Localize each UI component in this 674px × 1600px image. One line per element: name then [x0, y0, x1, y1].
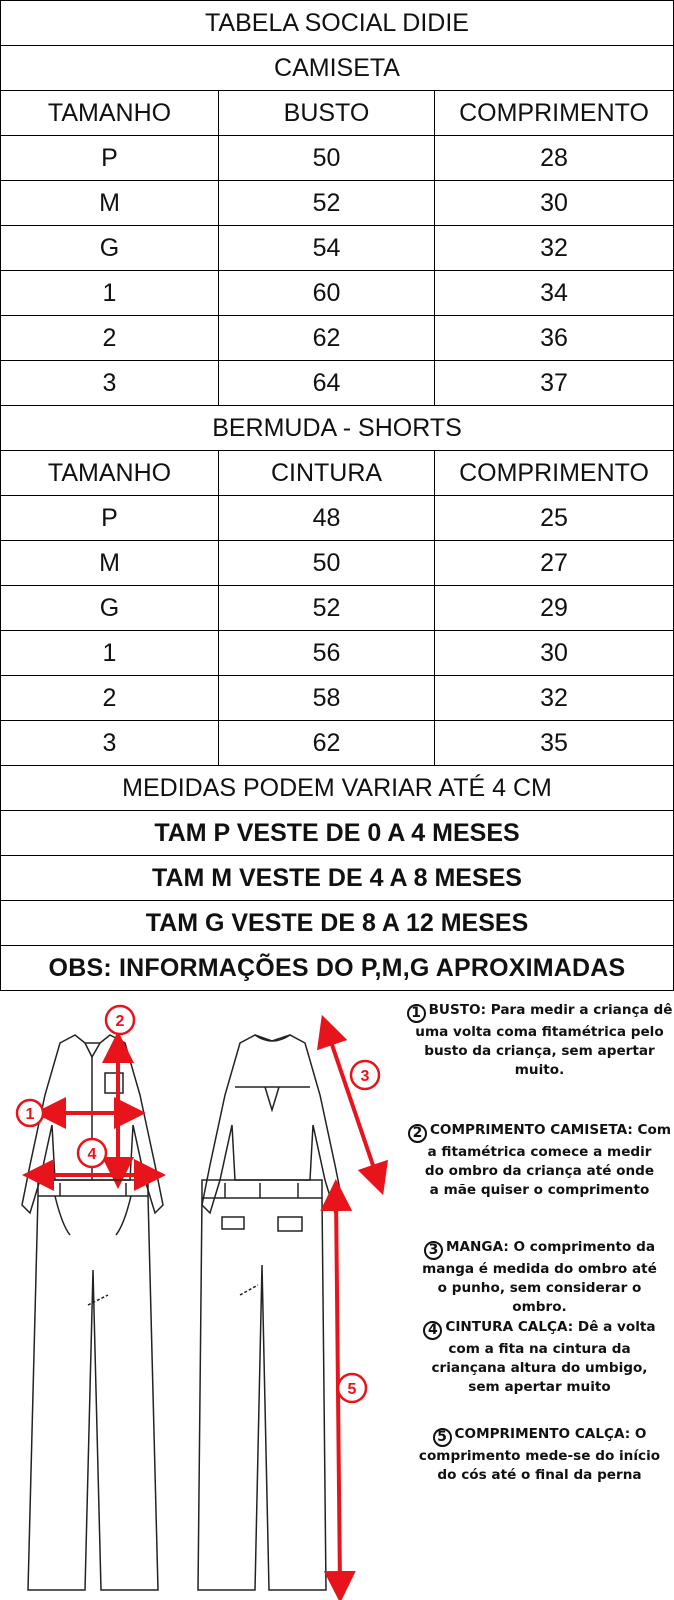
- camiseta-heading: CAMISETA: [274, 53, 400, 82]
- camiseta-heading-row: [0, 46, 674, 91]
- length-cell: 30: [434, 631, 673, 675]
- bermuda-heading: BERMUDA - SHORTS: [212, 413, 462, 442]
- note-line: do ombro da criança até onde: [424, 1163, 655, 1179]
- table-row: [0, 271, 674, 316]
- marker-1-label: 1: [25, 1106, 35, 1123]
- table-row: [0, 226, 674, 271]
- note-number: 4: [423, 1321, 442, 1340]
- column-header: COMPRIMENTO: [434, 451, 673, 495]
- waist-cell: 50: [218, 541, 434, 585]
- g-note-row: [0, 901, 674, 946]
- size-cell: 1: [102, 278, 117, 307]
- m-note-row: [0, 856, 674, 901]
- table-row: [0, 631, 674, 676]
- pants-front-illustration: [28, 1180, 158, 1590]
- pants-measure-arrows: [38, 1175, 340, 1587]
- note-line: COMPRIMENTO CAMISETA: Com: [429, 1122, 672, 1138]
- length-cell: 37: [434, 361, 673, 405]
- table-row: [0, 586, 674, 631]
- length-cell: 34: [434, 271, 673, 315]
- table-title-row: [0, 0, 674, 46]
- waist-cell: 48: [218, 496, 434, 540]
- length-cell: 27: [434, 541, 673, 585]
- marker-3-label: 3: [360, 1068, 370, 1085]
- note-busto: [405, 1001, 674, 1080]
- note-line: BUSTO: Para medir a criança dê: [428, 1002, 673, 1018]
- marker-5-label: 5: [347, 1381, 357, 1398]
- size-cell: 2: [102, 323, 117, 352]
- size-m-note: TAM M VESTE DE 4 A 8 MESES: [152, 863, 522, 892]
- length-cell: 35: [434, 721, 673, 765]
- note-line: sem apertar muito: [468, 1379, 611, 1395]
- obs-row: [0, 946, 674, 991]
- column-header: TAMANHO: [47, 458, 172, 487]
- note-line: CINTURA CALÇA: Dê a volta: [445, 1319, 656, 1335]
- length-cell: 29: [434, 586, 673, 630]
- length-cell: 32: [434, 226, 673, 270]
- size-cell: M: [99, 188, 120, 217]
- bust-cell: 64: [218, 361, 434, 405]
- size-cell: G: [99, 233, 120, 262]
- pants-back-illustration: [198, 1180, 326, 1590]
- note-line: ombro.: [512, 1299, 567, 1315]
- size-cell: P: [101, 503, 118, 532]
- marker-4-label: 4: [87, 1146, 97, 1163]
- marker-1: [17, 1100, 43, 1126]
- size-p-note: TAM P VESTE DE 0 A 4 MESES: [154, 818, 520, 847]
- note-line: a fitamétrica comece a medir: [427, 1144, 652, 1160]
- note-line: com a fita na cintura da: [448, 1341, 631, 1357]
- note-line: do cós até o final da perna: [437, 1467, 642, 1483]
- note-line: uma volta coma fitamétrica pelo: [415, 1024, 664, 1040]
- marker-4: [78, 1139, 106, 1167]
- column-header: TAMANHO: [47, 98, 172, 127]
- note-line: busto da criança, sem apertar: [424, 1043, 655, 1059]
- bermuda-header-row: [0, 451, 674, 496]
- note-number: 2: [408, 1124, 427, 1143]
- size-cell: G: [99, 593, 120, 622]
- column-header: BUSTO: [218, 91, 434, 135]
- p-note-row: [0, 811, 674, 856]
- note-line: manga é medida do ombro até: [422, 1261, 657, 1277]
- garment-illustrations: [0, 995, 405, 1600]
- variation-row: [0, 766, 674, 811]
- column-header: COMPRIMENTO: [434, 91, 673, 135]
- note-line: comprimento mede-se do início: [418, 1448, 661, 1464]
- marker-5: [338, 1374, 366, 1402]
- bermuda-heading-row: [0, 406, 674, 451]
- shirt-front-illustration: [22, 1035, 163, 1213]
- size-cell: 3: [102, 368, 117, 397]
- note-comprimento-camiseta: [405, 1121, 674, 1200]
- size-cell: 3: [102, 728, 117, 757]
- waist-cell: 56: [218, 631, 434, 675]
- column-header: CINTURA: [218, 451, 434, 495]
- waist-cell: 62: [218, 721, 434, 765]
- size-cell: P: [101, 143, 118, 172]
- length-cell: 32: [434, 676, 673, 720]
- table-row: [0, 541, 674, 586]
- length-cell: 25: [434, 496, 673, 540]
- size-cell: 1: [102, 638, 117, 667]
- note-line: a mãe quiser o comprimento: [429, 1182, 650, 1198]
- table-row: [0, 361, 674, 406]
- length-cell: 36: [434, 316, 673, 360]
- note-cintura-calca: [405, 1318, 674, 1397]
- table-row: [0, 181, 674, 226]
- note-comprimento-calca: [405, 1425, 674, 1485]
- bust-cell: 62: [218, 316, 434, 360]
- note-number: 3: [424, 1241, 443, 1260]
- variation-note: MEDIDAS PODEM VARIAR ATÉ 4 CM: [122, 773, 552, 802]
- marker-2: [106, 1006, 134, 1034]
- bust-cell: 50: [218, 136, 434, 180]
- bust-cell: 60: [218, 271, 434, 315]
- table-row: [0, 676, 674, 721]
- table-title: TABELA SOCIAL DIDIE: [205, 8, 469, 37]
- size-g-note: TAM G VESTE DE 8 A 12 MESES: [145, 908, 529, 937]
- note-number: 1: [407, 1004, 426, 1023]
- note-number: 5: [433, 1428, 452, 1447]
- waist-cell: 52: [218, 586, 434, 630]
- note-line: COMPRIMENTO CALÇA: O: [454, 1426, 647, 1442]
- measurement-guide: [0, 995, 674, 1600]
- bust-cell: 52: [218, 181, 434, 225]
- table-row: [0, 316, 674, 361]
- note-manga: [405, 1238, 674, 1317]
- note-line: o punho, sem considerar o: [437, 1280, 642, 1296]
- marker-2-label: 2: [115, 1013, 125, 1030]
- note-line: muito.: [514, 1062, 565, 1078]
- waist-cell: 58: [218, 676, 434, 720]
- camiseta-header-row: [0, 91, 674, 136]
- note-line: criançana altura do umbigo,: [431, 1360, 648, 1376]
- obs-note: OBS: INFORMAÇÕES DO P,M,G APROXIMADAS: [48, 953, 626, 982]
- length-cell: 28: [434, 136, 673, 180]
- note-line: MANGA: O comprimento da: [445, 1239, 655, 1255]
- marker-3: [351, 1061, 379, 1089]
- size-cell: 2: [102, 683, 117, 712]
- table-row: [0, 496, 674, 541]
- table-row: [0, 721, 674, 766]
- size-cell: M: [99, 548, 120, 577]
- length-cell: 30: [434, 181, 673, 225]
- table-row: [0, 136, 674, 181]
- bust-cell: 54: [218, 226, 434, 270]
